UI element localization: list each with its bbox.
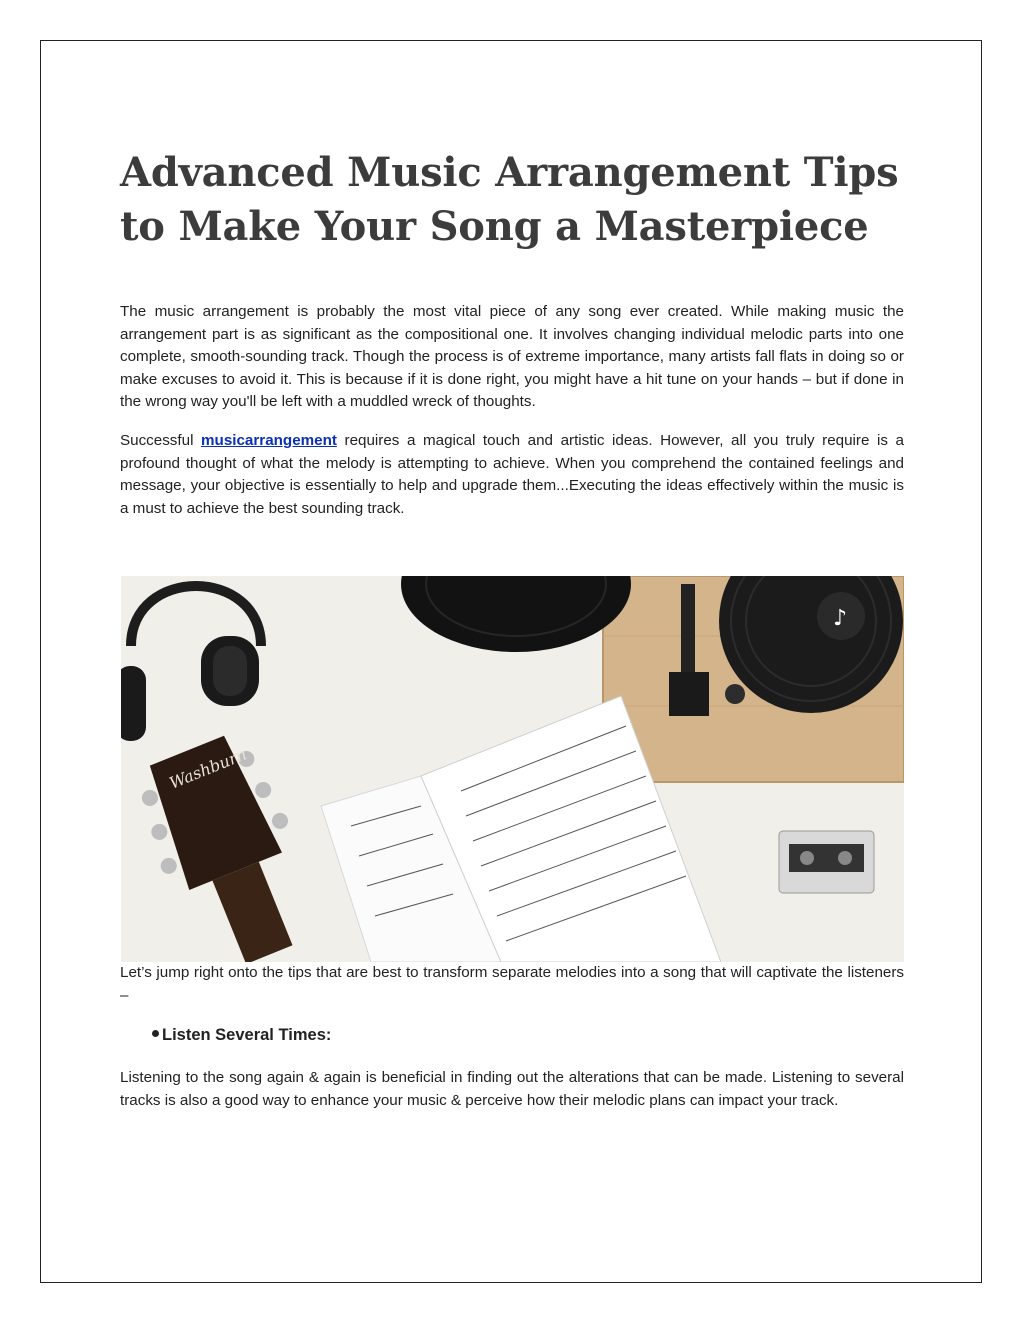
music-arrangement-link[interactable]: musicarrangement: [201, 432, 337, 449]
paragraph-text: Successful: [120, 432, 202, 449]
article-photo: [121, 576, 904, 962]
svg-text:♪: ♪: [833, 606, 848, 631]
bullet-label: Listen Several Times:: [162, 1026, 332, 1044]
bullet-dot-icon: [152, 1030, 159, 1037]
listen-paragraph: Listening to the song again & again is beneficial in finding out the alterations that can be made. Listening to several tracks is also a good way to enhance your music & perceive how their melodic plans can impact your track.: [120, 1069, 904, 1109]
tips-intro-paragraph: Let’s jump right onto the tips that are best to transform separate melodies into a song that will captivate the listeners –: [120, 964, 904, 1004]
bullet-item-listen: [152, 1026, 331, 1045]
paragraph-text: requires a magical touch and artistic ideas. However, all you truly require is a profound thought of what the melody is attempting to achieve. When you comprehend the contained feelings and message, your objective is essentially to help and upgrade them...Executing the ideas effectively within the music is a must to achieve the best sounding track.: [120, 432, 904, 517]
tonearm: [681, 584, 695, 676]
intro-paragraph: The music arrangement is probably the most vital piece of any song ever created. While making music the arrangement part is as significant as the compositional one. It involves changing individual melodic parts into one complete, smooth-sounding track. Though the process is of extreme importance, many artists fall flats in doing so or make excuses to avoid it. This is because if it is done right, you might have a hit tune on your hands – but if done in the wrong way you'll be left with a muddled wreck of thoughts.: [120, 303, 904, 411]
page-title: Advanced Music Arrangement Tips to Make Your Song a Masterpiece: [120, 149, 899, 250]
music-flatlay-illustration: [121, 576, 904, 962]
second-paragraph: [120, 430, 904, 520]
guitar-brand-label: Washburn: [166, 744, 250, 793]
